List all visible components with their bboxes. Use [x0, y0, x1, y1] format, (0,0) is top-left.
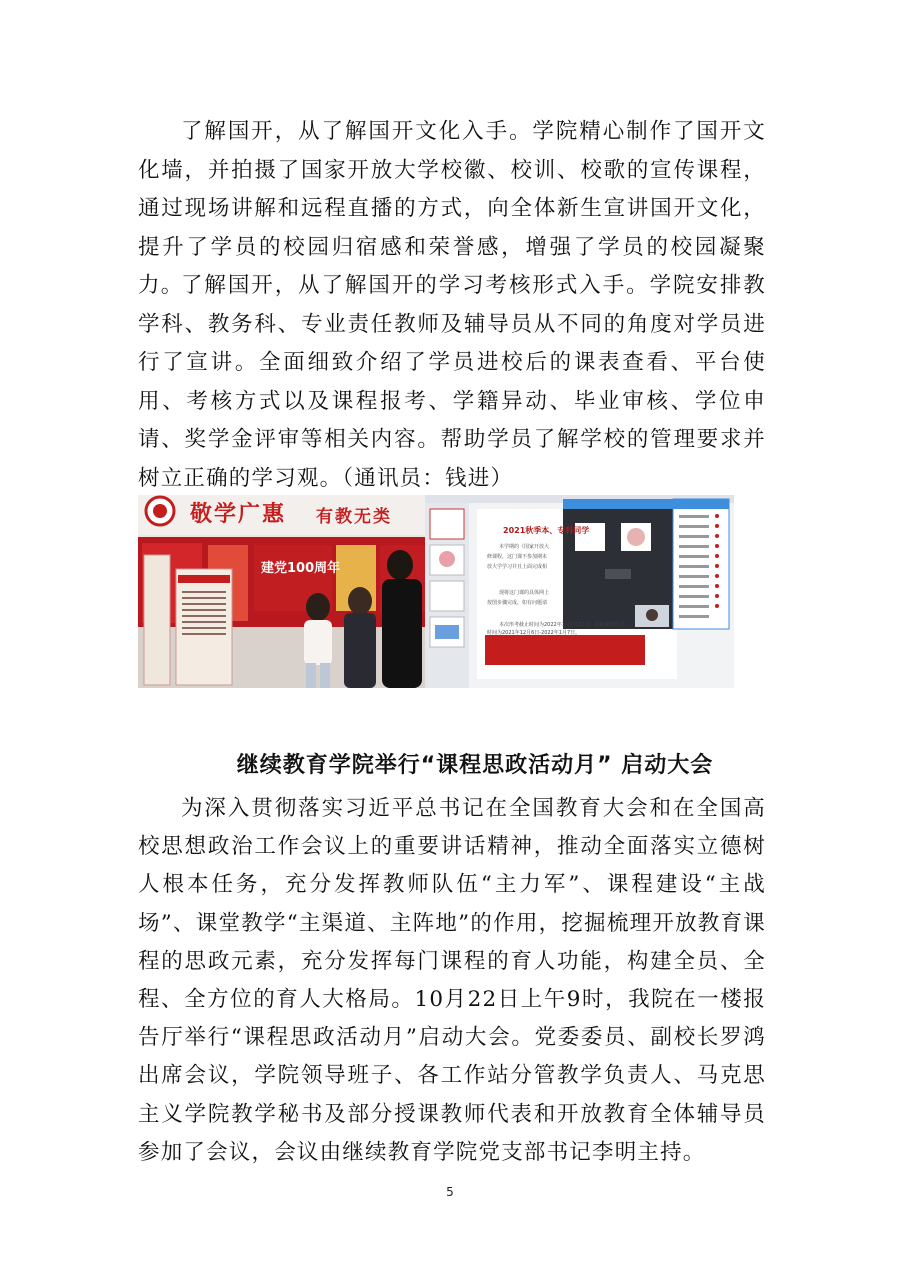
article-body: 为深入贯彻落实习近平总书记在全国教育大会和在全国高校思想政治工作会议上的重要讲话精神，推动全面落实立德树人根本任务，充分发挥教师队伍“主力军”、课程建设“主战场”、课堂教学“主渠道、主阵地”的作用，挖掘梳理开放教育课程的思政元素，充分发挥每门课程的育人功能，构建全员、全程、全方位的育人大格局。10月22日上午9时，我院在一楼报告厅举行“课程思政活动月”启动大会。党委委员、副校长罗鸿出席会议，学院领导班子、各工作站分管教学负责人、马克思主义学院教学秘书及部分授课教师代表和开放教育全体辅导员参加了会议，会议由继续教育学院党支部书记李明主持。 — [138, 796, 766, 1165]
article-title: 继续教育学院举行“课程思政活动月” 启动大会 — [236, 753, 714, 778]
slide-line: 本次形考截止时间为2022年1月7日12点，思政课程终考 — [499, 622, 625, 628]
slide-line: 现将这门课的具体网上 — [499, 590, 550, 596]
slide-line: 放大学学习并且上面完成相 — [487, 564, 548, 570]
slide-title: 2021秋季本、专科同学 — [503, 526, 590, 535]
slogan-text-2: 有教无类 — [316, 507, 392, 527]
paragraph-assessment: 了解国开，从了解国开的学习考核形式入手。学院安排教学科、教务科、专业责任教师及辅导员从不同的角度对学员进行了宣讲。全面细致介绍了学员进校后的课表查看、平台使用、考核方式以及课程报考、学籍异动、毕业审核、学位申请、奖学金评审等相关内容。帮助学员了解学校的管理要求并树立正确的学习观。（通讯员：钱进） — [138, 273, 766, 491]
slide-line: 按图步骤完成，如有问题请 — [487, 600, 548, 606]
slide-line: 修课程，这门课不参加期末 — [487, 554, 548, 560]
photo-culture-wall — [138, 495, 425, 688]
slide-line: 本学期的《国家开放大 — [499, 544, 550, 550]
paragraph-culture: 了解国开，从了解国开文化入手。学院精心制作了国开文化墙，并拍摄了国家开放大学校徽、校训、校歌的宣传课程，通过现场讲解和远程直播的方式，向全体新生宣讲国开文化，提升了学员的校园归宿感和荣誉感，增强了学员的校园凝聚力。 — [138, 119, 766, 299]
anniversary-banner: 建党100周年 — [261, 561, 341, 576]
photo-live-stream — [425, 495, 734, 688]
photo-strip — [138, 495, 734, 688]
slide-line: 时间为2021年12月6日-2022年1月7日。 — [487, 630, 581, 636]
page-number: 5 — [446, 1185, 454, 1199]
slogan-text: 敬学广惠 — [190, 502, 287, 527]
